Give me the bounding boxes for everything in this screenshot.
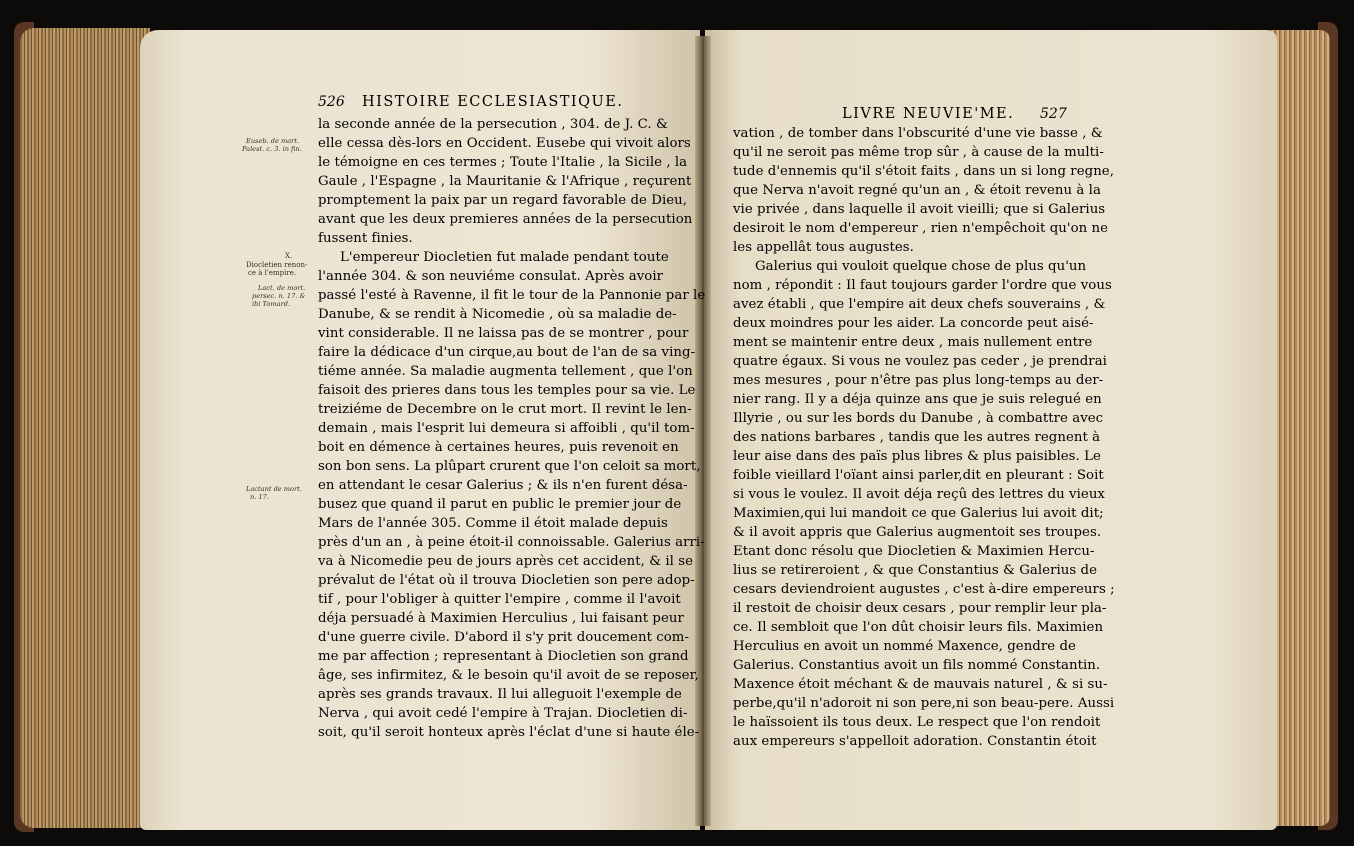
text-line: en attendant le cesar Galerius ; & ils n'en furent désa- — [318, 478, 688, 493]
text-line: avant que les deux premieres années de la persecution — [318, 212, 693, 227]
text-line: faisoit des prieres dans tous les temples pour sa vie. Le — [318, 383, 696, 398]
left-running-head: HISTOIRE ECCLESIASTIQUE. — [362, 94, 624, 110]
text-line: boit en démence à certaines heures, puis revenoit en — [318, 440, 679, 455]
text-line: passé l'esté à Ravenne, il fit le tour de la Pannonie par le — [318, 288, 706, 303]
text-line: busez que quand il parut en public le premier jour de — [318, 497, 682, 512]
text-line: son bon sens. La plûpart crurent que l'on celoit sa mort, — [318, 459, 701, 474]
text-line: les appellât tous augustes. — [733, 240, 914, 255]
text-line: Nerva , qui avoit cedé l'empire à Trajan. Diocletien di- — [318, 706, 688, 721]
page-edges-left — [20, 28, 150, 828]
text-line: avez établi , que l'empire ait deux chefs souverains , & — [733, 297, 1106, 312]
text-line: quatre égaux. Si vous ne voulez pas ceder , je prendrai — [733, 354, 1107, 369]
text-line: faire la dédicace d'un cirque,au bout de l'an de sa ving- — [318, 345, 696, 360]
text-line: déja persuadé à Maximien Herculius , lui faisant peur — [318, 611, 684, 626]
text-line: treiziéme de Decembre on le crut mort. Il revint le len- — [318, 402, 692, 417]
left-page-number: 526 — [318, 94, 345, 110]
text-line: aux empereurs s'appelloit adoration. Constantin étoit — [733, 734, 1097, 749]
text-line: desiroit le nom d'empereur , rien n'empêchoit qu'on ne — [733, 221, 1109, 236]
text-line: d'une guerre civile. D'abord il s'y prit doucement com- — [318, 630, 689, 645]
text-line: Etant donc résolu que Diocletien & Maximien Hercu- — [733, 544, 1095, 559]
text-line: mes mesures , pour n'être pas plus long-temps au der- — [733, 373, 1104, 388]
text-line: Danube, & se rendit à Nicomedie , où sa maladie de- — [318, 307, 677, 322]
text-line: prévalut de l'état où il trouva Diocletien son pere adop- — [318, 573, 695, 588]
text-line: Mars de l'année 305. Comme il étoit malade depuis — [318, 516, 668, 531]
right-running-head: LIVRE NEUVIE'ME. — [842, 106, 1015, 122]
text-line: foible vieillard l'oïant ainsi parler,dit en pleurant : Soit — [733, 468, 1104, 483]
text-line: nier rang. Il y a déja quinze ans que je suis relegué en — [733, 392, 1102, 407]
text-line: le témoigne en ces termes ; Toute l'Italie , la Sicile , la — [318, 155, 688, 170]
book-gutter — [695, 36, 711, 826]
text-line: ce. Il sembloit que l'on dût choisir leurs fils. Maximien — [733, 620, 1104, 635]
text-line: me par affection ; representant à Diocletien son grand — [318, 649, 689, 664]
text-line: tude d'ennemis qu'il s'étoit faits , dans un si long regne, — [733, 164, 1115, 179]
text-line: ment se maintenir entre deux , mais nullement entre — [733, 335, 1093, 350]
text-line: promptement la paix par un regard favorable de Dieu, — [318, 193, 688, 208]
text-line: deux moindres pour les aider. La concorde peut aisé- — [733, 316, 1094, 331]
text-line: va à Nicomedie peu de jours après cet accident, & il se — [318, 554, 694, 569]
text-line: si vous le voulez. Il avoit déja reçû des lettres du vieux — [733, 487, 1105, 502]
text-line: Galerius. Constantius avoit un fils nommé Constantin. — [733, 658, 1101, 673]
text-line: elle cessa dès-lors en Occident. Eusebe qui vivoit alors — [318, 136, 691, 151]
text-line: & il avoit appris que Galerius augmentoit ses troupes. — [733, 525, 1102, 540]
text-line: qu'il ne seroit pas même trop sûr , à cause de la multi- — [733, 145, 1104, 160]
text-line: il restoit de choisir deux cesars , pour remplir leur pla- — [733, 601, 1107, 616]
text-line: vie privée , dans laquelle il avoit vieilli; que si Galerius — [733, 202, 1106, 217]
text-line: la seconde année de la persecution , 304. de J. C. & — [318, 117, 668, 132]
text-line: leur aise dans des païs plus libres & plus paisibles. Le — [733, 449, 1101, 464]
text-line: Galerius qui vouloit quelque chose de plus qu'un — [755, 259, 1087, 274]
text-line: vation , de tomber dans l'obscurité d'une vie basse , & — [733, 126, 1103, 141]
text-line: demain , mais l'esprit lui demeura si affoibli , qu'il tom- — [318, 421, 695, 436]
text-line: âge, ses infirmitez, & le besoin qu'il avoit de se reposer, — [318, 668, 699, 683]
text-line: Herculius en avoit un nommé Maxence, gendre de — [733, 639, 1076, 654]
text-line: soit, qu'il seroit honteux après l'éclat d'une si haute éle- — [318, 725, 700, 740]
text-line: des nations barbares , tandis que les autres regnent à — [733, 430, 1101, 445]
text-line: perbe,qu'il n'adoroit ni son pere,ni son beau-pere. Aussi — [733, 696, 1115, 711]
text-line: Maxence étoit méchant & de mauvais naturel , & si su- — [733, 677, 1108, 692]
text-line: après ses grands travaux. Il lui alleguoit l'exemple de — [318, 687, 682, 702]
text-line: lius se retireroient , & que Constantius & Galerius de — [733, 563, 1098, 578]
text-line: tiéme année. Sa maladie augmenta tellement , que l'on — [318, 364, 693, 379]
text-line: que Nerva n'avoit regné qu'un an , & étoit revenu à la — [733, 183, 1101, 198]
page-edges-right — [1270, 30, 1330, 826]
text-line: cesars deviendroient augustes , c'est à-dire empereurs ; — [733, 582, 1115, 597]
text-line: fussent finies. — [318, 231, 413, 246]
text-line: Gaule , l'Espagne , la Mauritanie & l'Afrique , reçurent — [318, 174, 692, 189]
text-line: le haïssoient ils tous deux. Le respect que l'on rendoit — [733, 715, 1101, 730]
text-line: nom , répondit : Il faut toujours garder l'ordre que vous — [733, 278, 1112, 293]
text-line: Illyrie , ou sur les bords du Danube , à combattre avec — [733, 411, 1104, 426]
text-line: près d'un an , à peine étoit-il connoissable. Galerius arri- — [318, 535, 705, 550]
text-line: L'empereur Diocletien fut malade pendant toute — [340, 250, 669, 265]
right-page-number: 527 — [1040, 106, 1067, 122]
open-book: 526 HISTOIRE ECCLESIASTIQUE. LIVRE NEUVIE'ME. 527 Euseb. de mart. Palest. c. 3. in fin. X. Diocletien renon- ce à l'empire. Lact. de mort. persec. n. 17. & ibi Tomard. Lactant de mort. n. 17. la seconde année de la persecution , 304. de J. C. & elle cessa dès-lors en Occident. Eusebe qui vivoit alors le témoigne en ces termes ; Toute l'Italie , la Sicile , la Gaule , l'Espagne , la Mauritanie & l'Afrique , reçurent promptement la paix par un regard favorable de Dieu, avant que les deux premieres années de la persecution fussent finies. L'empereur Diocletien fut malade pendant toute l'année 304. & son neuviéme consulat. Après avoir passé l'esté à Ravenne, il fit le tour de la Pannonie par le Danube, & se rendit à Nicomedie , où sa maladie de- vint considerable. Il ne laissa pas de se montrer , pour faire la dédicace d'un cirque,au bout de l'an de sa ving- tiéme année. Sa maladie augmenta tellement , que l'on faisoit des prieres dans tous les temples pour sa vie. Le treiziéme de Decembre on le crut mort. Il revint le len- demain , mais l'esprit lui demeura si affoibli , qu'il tom- boit en démence à certaines heures, puis revenoit en son bon sens. La plûpart crurent que l'on celoit sa mort, en attendant le cesar Galerius ; & ils n'en furent désa- busez que quand il parut en public le premier jour de Mars de l'année 305. Comme il étoit malade depuis près d'un an , à peine étoit-il connoissable. Galerius arri- va à Nicomedie peu de jours après cet accident, & il se prévalut de l'état où il trouva Diocletien son pere adop- tif , pour l'obliger à quitter l'empire , comme il l'avoit déja persuadé à Maximien Herculius , lui faisant peur d'une guerre civile. D'abord il s'y prit doucement com- me par affection ; representant à Diocletien son grand âge, ses infirmitez, & le besoin qu'il avoit de se reposer, après ses grands travaux. Il lui alleguoit l'exemple de Nerva , qui avoit cedé l'empire à Trajan. Diocletien di- soit, qu'il seroit honteux après l'éclat d'une si haute éle- vation , de tomber dans l'obscurité d'une vie basse , & qu'il ne seroit pas même trop sûr , à cause de la multi- tude d'ennemis qu'il s'étoit faits , dans un si long regne, que Nerva n'avoit regné qu'un an , & étoit revenu à la vie privée , dans laquelle il avoit vieilli; que si Galerius desiroit le nom d'empereur , rien n'empêchoit qu'on ne les appellât tous augustes. Galerius qui vouloit quelque chose de plus qu'un nom , répondit : Il faut toujours garder l'ordre que vous avez établi , que l'empire ait deux chefs souverains , & deux moindres pour les aider. La concorde peut aisé- ment se maintenir entre deux , mais nullement entre quatre égaux. Si vous ne voulez pas ceder , je prendrai mes mesures , pour n'être pas plus long-temps au der- nier rang. Il y a déja quinze ans que je suis relegué en Illyrie , ou sur les bords du Danube , à combattre avec des nations barbares , tandis que les autres regnent à leur aise dans des païs plus libres & plus paisibles. Le foible vieillard l'oïant ainsi parler,dit en pleurant : Soit si vous le voulez. Il avoit déja reçû des lettres du vieux Maximien,qui lui mandoit ce que Galerius lui avoit dit; & il avoit appris que Galerius augmentoit ses troupes. Etant donc résolu que Diocletien & Maximien Hercu- lius se retireroient , & que Constantius & Galerius de cesars deviendroient augustes , c'est à-dire empereurs ; il restoit de choisir deux cesars , pour remplir leur pla- ce. Il sembloit que l'on dût choisir leurs fils. Maximien Herculius en avoit un nommé Maxence, gendre de Galerius. Constantius avoit un fils nommé Constantin. Maxence étoit méchant & de mauvais naturel , & si su- perbe,qu'il n'adoroit ni son pere,ni son beau-pere. Aussi le haïssoient ils tous deux. Le respect que l'on rendoit aux empereurs s'appelloit adoration. Constantin étoit — [0, 0, 1354, 846]
text-line: l'année 304. & son neuviéme consulat. Après avoir — [318, 269, 664, 284]
text-line: Maximien,qui lui mandoit ce que Galerius lui avoit dit; — [733, 506, 1104, 521]
text-line: vint considerable. Il ne laissa pas de se montrer , pour — [318, 326, 689, 341]
text-line: tif , pour l'obliger à quitter l'empire , comme il l'avoit — [318, 592, 681, 607]
